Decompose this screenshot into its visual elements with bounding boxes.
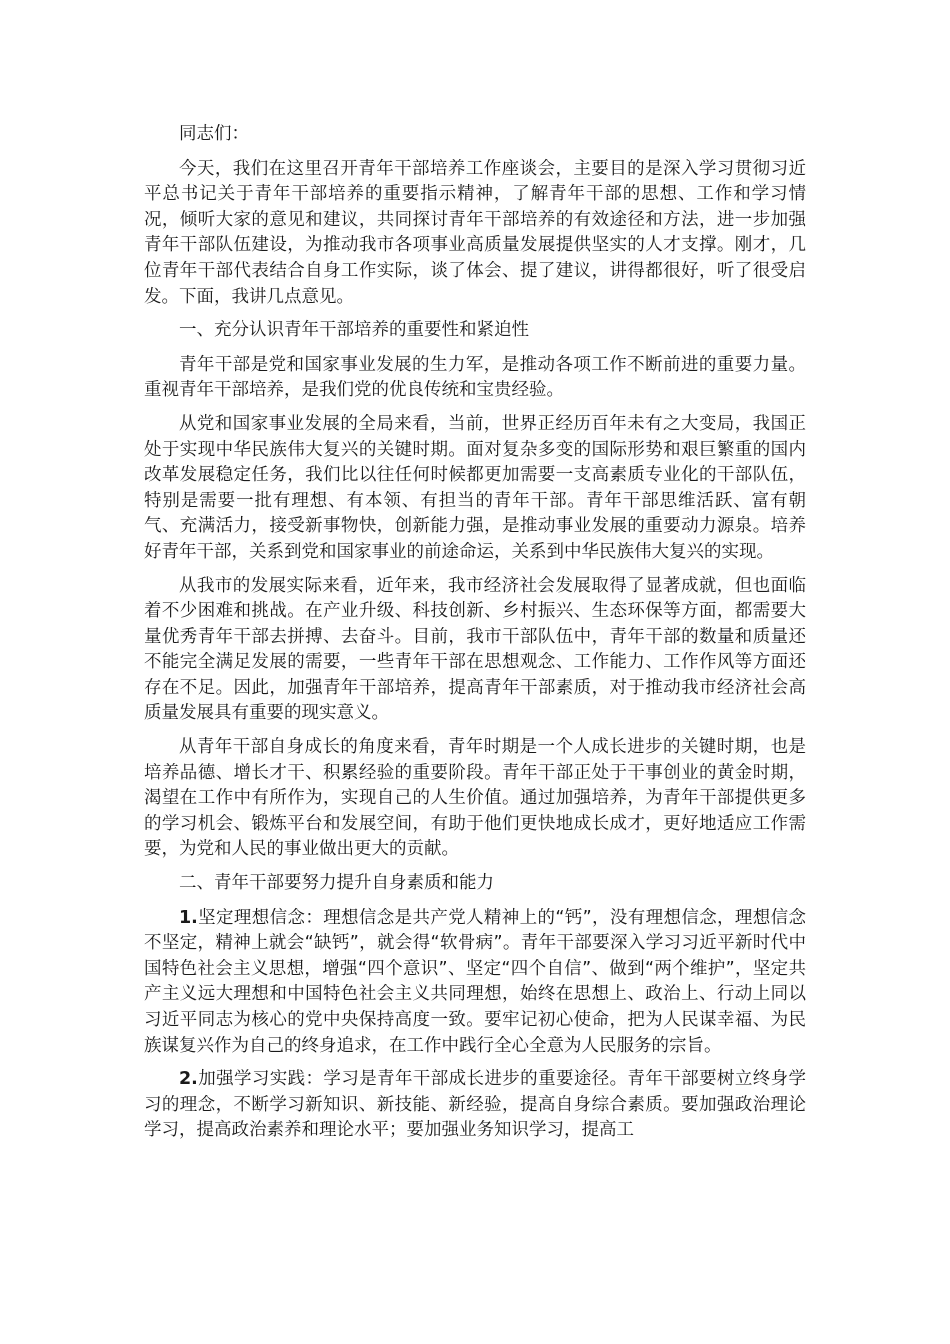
section-1-paragraph: 从党和国家事业发展的全局来看，当前，世界正经历百年未有之大变局，我国正处于实现中华民族伟大复兴的关键时期。面对复杂多变的国际形势和艰巨繁重的国内改革发展稳定任务，我们比以往任何时候都更加需要一支高素质专业化的干部队伍，特别是需要一批有理想、有本领、有担当的青年干部。青年干部思维活跃、富有朝气、充满活力，接受新事物快，创新能力强，是推动事业发展的重要动力源泉。培养好青年干部，关系到党和国家事业的前途命运，关系到中华民族伟大复兴的实现。	[144, 413, 806, 562]
document-body	[144, 122, 806, 1152]
section-2-heading: 二、青年干部要努力提升自身素质和能力	[179, 873, 494, 894]
section-1-paragraph: 从我市的发展实际来看，近年来，我市经济社会发展取得了显著成就，但也面临着不少困难和挑战。在产业升级、科技创新、乡村振兴、生态环保等方面，都需要大量优秀青年干部去拼搏、去奋斗。目前，我市干部队伍中，青年干部的数量和质量还不能完全满足发展的需要，一些青年干部在思想观念、工作能力、工作作风等方面还存在不足。因此，加强青年干部培养，提高青年干部素质，对于推动我市经济社会高质量发展具有重要的现实意义。	[144, 575, 806, 724]
section-2-item	[144, 1067, 806, 1144]
item-text: 坚定理想信念：理想信念是共产党人精神上的“钙”，没有理想信念，理想信念不坚定，精神上就会“缺钙”，就会得“软骨病”。青年干部要深入学习习近平新时代中国特色社会主义思想，增强“四个意识”、坚定“四个自信”、做到“两个维护”，坚定共产主义远大理想和中国特色社会主义共同理想，始终在思想上、政治上、行动上同以习近平同志为核心的党中央保持高度一致。要牢记初心使命，把为人民谋幸福、为民族谋复兴作为自己的终身追求，在工作中践行全心全意为人民服务的宗旨。	[144, 907, 806, 1056]
section-1-paragraph: 从青年干部自身成长的角度来看，青年时期是一个人成长进步的关键时期，也是培养品德、增长才干、积累经验的重要阶段。青年干部正处于干事创业的黄金时期，渴望在工作中有所作为，实现自己的人生价值。通过加强培养，为青年干部提供更多的学习机会、锻炼平台和发展空间，有助于他们更快地成长成才，更好地适应工作需要，为党和人民的事业做出更大的贡献。	[144, 737, 806, 860]
item-text: 加强学习实践：学习是青年干部成长进步的重要途径。青年干部要树立终身学习的理念，不断学习新知识、新技能、新经验，提高自身综合素质。要加强政治理论学习，提高政治素养和理论水平；要加强业务知识学习，提高工	[144, 1069, 806, 1141]
item-number: 2.	[179, 1069, 198, 1090]
item-number: 1.	[179, 907, 198, 928]
section-1-heading: 一、充分认识青年干部培养的重要性和紧迫性	[179, 320, 529, 341]
greeting: 同志们：	[179, 124, 249, 144]
section-1-paragraph: 青年干部是党和国家事业发展的生力军，是推动各项工作不断前进的重要力量。重视青年干部培养，是我们党的优良传统和宝贵经验。	[144, 354, 806, 401]
section-2-item	[144, 906, 806, 1060]
intro-paragraph: 今天，我们在这里召开青年干部培养工作座谈会，主要目的是深入学习贯彻习近平总书记关于青年干部培养的重要指示精神，了解青年干部的思想、工作和学习情况，倾听大家的意见和建议，共同探讨青年干部培养的有效途径和方法，进一步加强青年干部队伍建设，为推动我市各项事业高质量发展提供坚实的人才支撑。刚才，几位青年干部代表结合自身工作实际，谈了体会、提了建议，讲得都很好，听了很受启发。下面，我讲几点意见。	[144, 158, 806, 307]
